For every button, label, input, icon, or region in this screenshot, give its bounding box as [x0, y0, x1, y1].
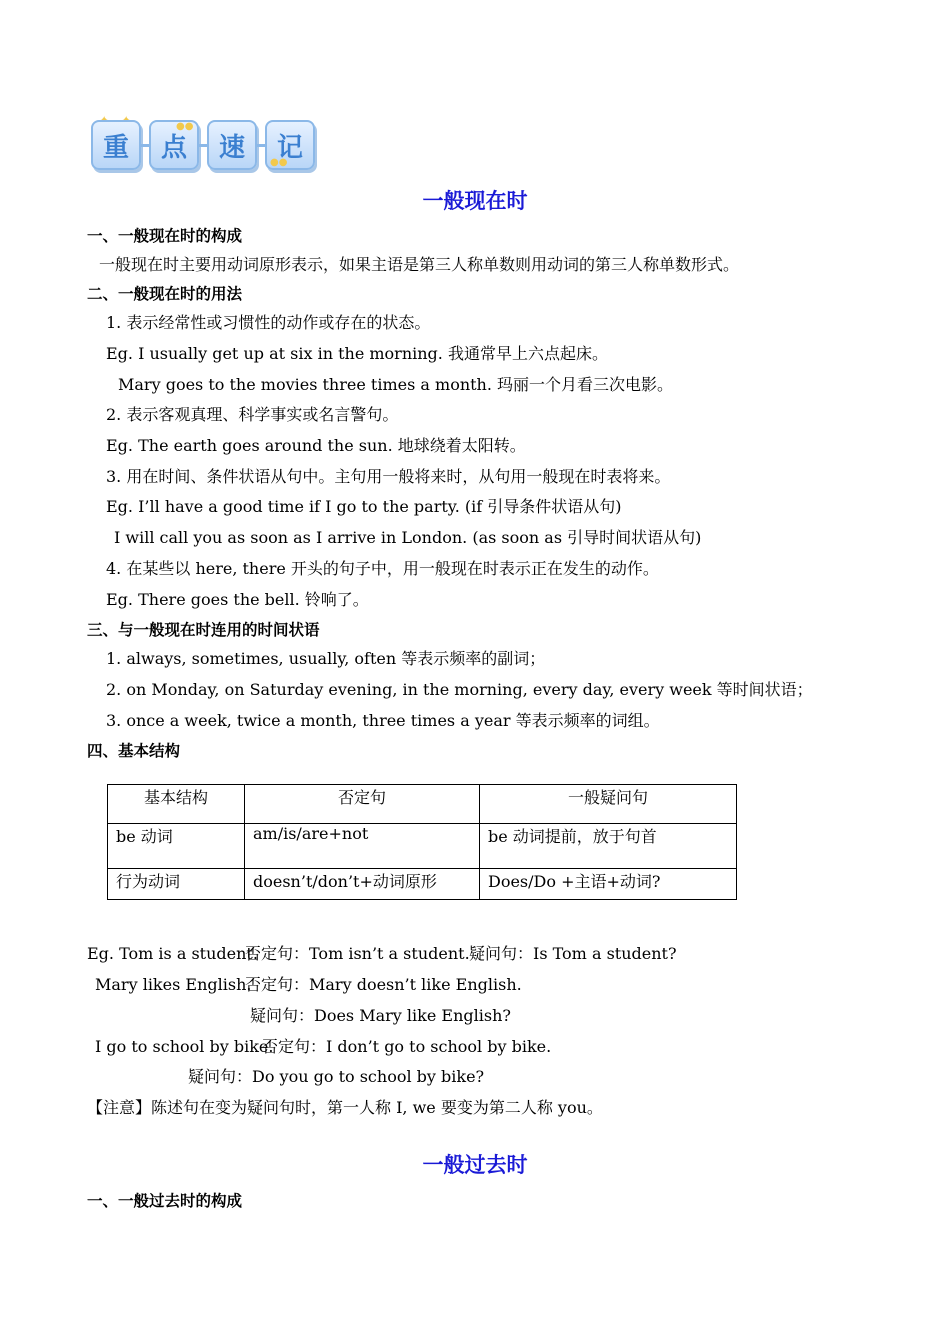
past-sec1-heading: 一、一般过去时的构成 — [87, 1192, 243, 1210]
table-cell: Does/Do +主语+动词? — [480, 869, 737, 900]
table-cell: be 动词提前，放于句首 — [480, 824, 737, 869]
usage-line: 4. 在某些以 here, there 开头的句子中，用一般现在时表示正在发生的动作。 — [106, 559, 659, 578]
example-negative: 否定句：I don’t go to school by bike. — [262, 1037, 552, 1056]
table-cell: 行为动词 — [108, 869, 245, 900]
table-header-cell: 否定句 — [245, 785, 480, 824]
past-title: 一般过去时 — [422, 1153, 528, 1177]
present-sec2-heading: 二、一般现在时的用法 — [87, 285, 243, 303]
present-sec4-heading: 四、基本结构 — [87, 742, 181, 760]
present-title: 一般现在时 — [422, 189, 528, 213]
usage-line: 1. 表示经常性或习惯性的动作或存在的状态。 — [106, 313, 431, 332]
usage-line: Eg. The earth goes around the sun. 地球绕着太阳转。 — [106, 436, 526, 455]
usage-line: I will call you as soon as I arrive in London. (as soon as 引导时间状语从句) — [114, 528, 702, 547]
table-header-cell: 基本结构 — [108, 785, 245, 824]
present-sec3-heading: 三、与一般现在时连用的时间状语 — [87, 621, 320, 639]
usage-line: Mary goes to the movies three times a month. 玛丽一个月看三次电影。 — [118, 375, 674, 394]
usage-line: Eg. There goes the bell. 铃响了。 — [106, 590, 369, 609]
table-row — [108, 869, 737, 900]
table-cell: be 动词 — [108, 824, 245, 869]
adverbial-line: 2. on Monday, on Saturday evening, in the morning, every day, every week 等时间状语； — [106, 680, 813, 699]
table-cell: am/is/are+not — [245, 824, 480, 869]
usage-line: 2. 表示客观真理、科学事实或名言警句。 — [106, 405, 399, 424]
example-sentence: Mary likes English. — [95, 975, 252, 994]
badge-char: 点 — [149, 120, 199, 170]
badge-char: 记 — [265, 120, 315, 170]
badge-char: 重 — [91, 120, 141, 170]
note: 【注意】陈述句在变为疑问句时，第一人称 I, we 要变为第二人称 you。 — [87, 1098, 603, 1117]
adverbial-line: 3. once a week, twice a month, three times a year 等表示频率的词组。 — [106, 711, 660, 730]
example-question: 疑问句：Do you go to school by bike? — [188, 1067, 485, 1086]
present-sec1-text: 一般现在时主要用动词原形表示，如果主语是第三人称单数则用动词的第三人称单数形式。 — [99, 255, 740, 274]
table-header-row — [108, 785, 737, 824]
usage-line: Eg. I’ll have a good time if I go to the party. (if 引导条件状语从句) — [106, 497, 622, 516]
section-badge — [88, 118, 320, 174]
sparkle-icon: ●● — [270, 157, 288, 168]
structure-table — [107, 784, 737, 900]
example-negative: 否定句：Mary doesn’t like English. — [245, 975, 522, 994]
table-header-cell: 一般疑问句 — [480, 785, 737, 824]
example-sentence: I go to school by bike. — [95, 1037, 274, 1056]
table-row — [108, 824, 737, 869]
example-sentence: Eg. Tom is a student. — [87, 944, 258, 963]
adverbial-line: 1. always, sometimes, usually, often 等表示频率的副词； — [106, 649, 546, 668]
sparkle-icon: ●● — [176, 121, 194, 132]
badge-char: 速 — [207, 120, 257, 170]
example-question: 疑问句：Does Mary like English? — [250, 1006, 511, 1025]
usage-line: Eg. I usually get up at six in the morning. 我通常早上六点起床。 — [106, 344, 608, 363]
example-question: 疑问句：Is Tom a student? — [469, 944, 677, 963]
usage-line: 3. 用在时间、条件状语从句中。主句用一般将来时，从句用一般现在时表将来。 — [106, 467, 671, 486]
present-sec1-heading: 一、一般现在时的构成 — [87, 227, 243, 245]
example-negative: 否定句：Tom isn’t a student. — [245, 944, 470, 963]
table-cell: doesn’t/don’t+动词原形 — [245, 869, 480, 900]
